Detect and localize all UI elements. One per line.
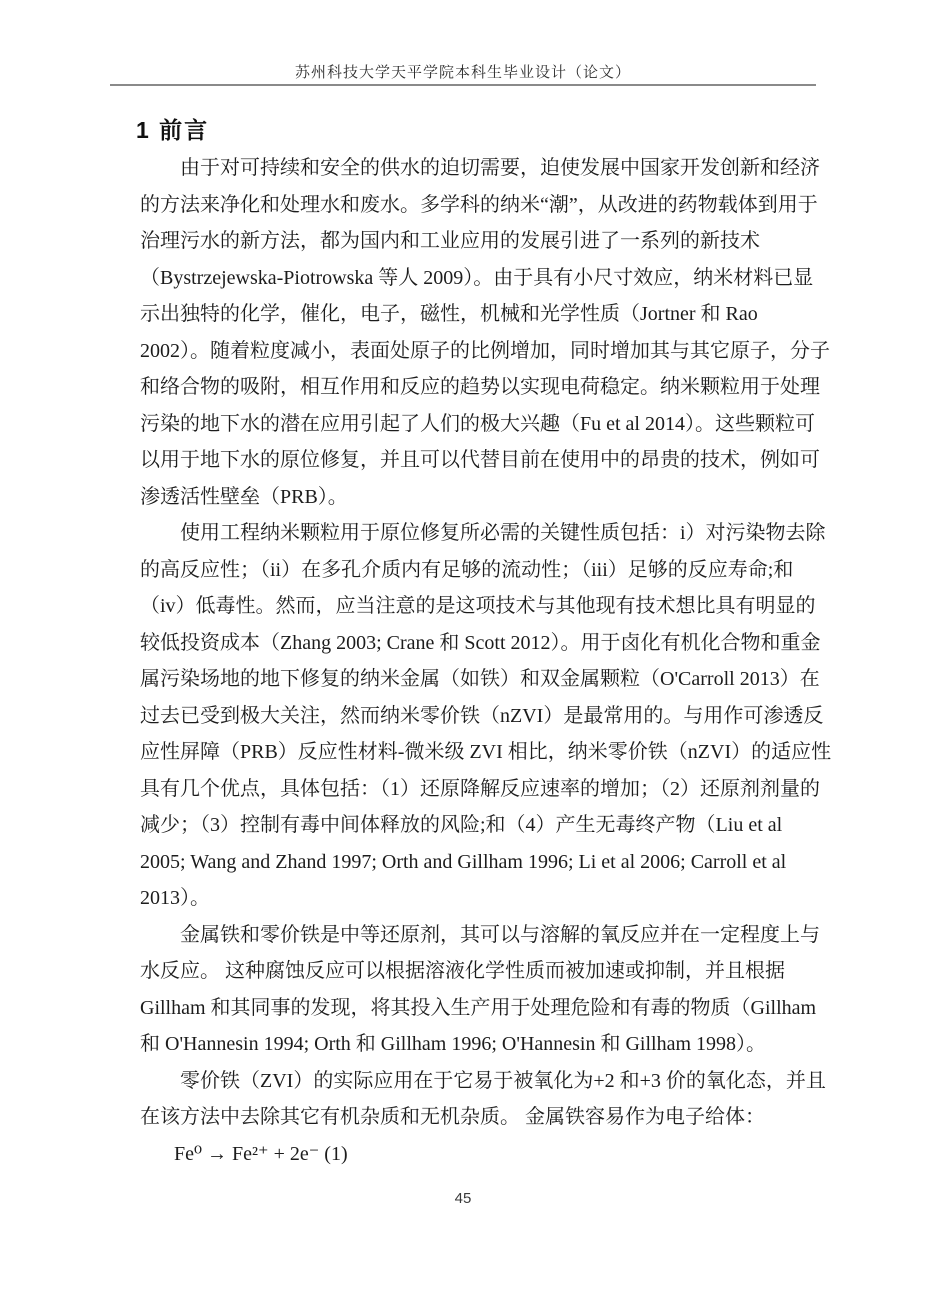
text-line: 具有几个优点，具体包括：（1）还原降解反应速率的增加；（2）还原剂剂量的	[140, 777, 820, 800]
text-line: 的方法来净化和处理水和废水。多学科的纳米“潮”，从改进的药物载体到用于	[140, 193, 818, 216]
text-line: 和 O'Hannesin 1994; Orth 和 Gillham 1996; O'Hannesin 和 Gillham 1998）。	[140, 1033, 767, 1055]
section-heading: 1 前言	[136, 117, 210, 143]
paragraph	[140, 1063, 826, 1136]
text-line: 的高反应性；（ii）在多孔介质内有足够的流动性；（iii）足够的反应寿命;和	[140, 558, 794, 581]
text-line: 和络合物的吸附，相互作用和反应的趋势以实现电荷稳定。纳米颗粒用于处理	[140, 376, 820, 398]
text-line: 2005; Wang and Zhand 1997; Orth and Gillham 1996; Li et al 2006; Carroll et al	[140, 850, 787, 873]
page-number: 45	[454, 1190, 472, 1207]
text-line: 应性屏障（PRB）反应性材料-微米级 ZVI 相比，纳米零价铁（nZVI）的适应性	[140, 741, 832, 763]
chemical-equation: Fe⁰ → Fe²⁺ + 2e⁻ (1)	[174, 1142, 348, 1165]
text-line: 由于对可持续和安全的供水的迫切需要，迫使发展中国家开发创新和经济	[180, 157, 820, 179]
paragraphs-container	[140, 150, 832, 1136]
text-line: 示出独特的化学，催化，电子，磁性，机械和光学性质（Jortner 和 Rao	[140, 303, 758, 325]
text-line: （Bystrzejewska-Piotrowska 等人 2009）。由于具有小尺寸效应，纳米材料已显	[140, 266, 814, 289]
text-line: 治理污水的新方法，都为国内和工业应用的发展引进了一系列的新技术	[140, 230, 760, 252]
text-line: 使用工程纳米颗粒用于原位修复所必需的关键性质包括：i）对污染物去除	[180, 522, 826, 544]
paragraph	[140, 150, 830, 515]
text-line: 零价铁（ZVI）的实际应用在于它易于被氧化为+2 和+3 价的氧化态，并且	[180, 1069, 826, 1092]
text-line: Gillham 和其同事的发现，将其投入生产用于处理危险和有毒的物质（Gillham	[140, 996, 817, 1019]
text-line: 水反应。 这种腐蚀反应可以根据溶液化学性质而被加速或抑制，并且根据	[140, 960, 785, 982]
paragraph	[140, 917, 822, 1063]
body-text	[140, 150, 832, 1172]
text-line: 渗透活性壁垒（PRB）。	[140, 485, 348, 508]
page-header-title: 苏州科技大学天平学院本科生毕业设计（论文）	[294, 65, 631, 81]
text-line: 属污染场地的地下修复的纳米金属（如铁）和双金属颗粒（O'Carroll 2013）在	[140, 668, 820, 690]
text-line: 金属铁和零价铁是中等还原剂，其可以与溶解的氧反应并在一定程度上与	[180, 923, 820, 946]
page-footer	[0, 1190, 926, 1208]
text-line: 以用于地下水的原位修复，并且可以代替目前在使用中的昂贵的技术，例如可	[140, 449, 820, 471]
text-line: （iv）低毒性。然而，应当注意的是这项技术与其他现有技术想比具有明显的	[140, 595, 816, 617]
text-line: 过去已受到极大关注，然而纳米零价铁（nZVI）是最常用的。与用作可渗透反	[140, 704, 824, 727]
text-line: 2013）。	[140, 887, 210, 909]
text-line: 减少；（3）控制有毒中间体释放的风险;和（4）产生无毒终产物（Liu et al	[140, 814, 783, 836]
text-line: 2002）。随着粒度减小，表面处原子的比例增加，同时增加其与其它原子，分子	[140, 339, 830, 362]
header-rule	[110, 84, 816, 86]
text-line: 较低投资成本（Zhang 2003; Crane 和 Scott 2012）。用于卤化有机化合物和重金	[140, 631, 821, 654]
text-line: 污染的地下水的潜在应用引起了人们的极大兴趣（Fu et al 2014）。这些颗粒可	[140, 412, 815, 435]
text-line: 在该方法中去除其它有机杂质和无机杂质。 金属铁容易作为电子给体：	[140, 1106, 765, 1128]
paragraph	[140, 515, 832, 917]
